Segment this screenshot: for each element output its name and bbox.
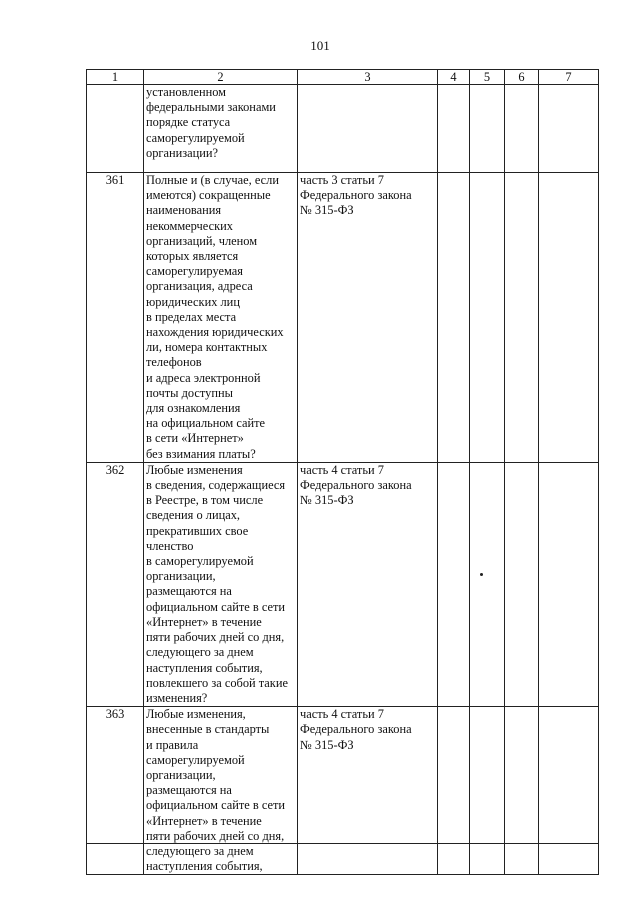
requirement-line: официальном сайте в сети bbox=[146, 798, 286, 813]
requirement-line: повлекшего за собой такие bbox=[146, 675, 288, 690]
empty-cell-col-5 bbox=[470, 85, 505, 173]
requirement-line: саморегулируемой bbox=[146, 752, 245, 767]
row-number: 361 bbox=[87, 173, 144, 463]
page-number: 101 bbox=[310, 38, 330, 53]
requirement-line: организации, bbox=[146, 767, 216, 782]
empty-cell-col-5 bbox=[470, 173, 505, 463]
requirement-line: которых является bbox=[146, 249, 239, 264]
requirement-line: в пределах места bbox=[146, 309, 237, 324]
stray-mark bbox=[480, 573, 483, 576]
requirement-line: без взимания платы? bbox=[146, 446, 256, 461]
requirement-line: наименования bbox=[146, 203, 222, 218]
requirement-text bbox=[144, 707, 298, 875]
reference-line: № 315-ФЗ bbox=[300, 737, 354, 752]
column-header: 6 bbox=[505, 70, 539, 85]
requirement-line: в сети «Интернет» bbox=[146, 431, 244, 446]
requirement-line: Любые изменения bbox=[146, 462, 243, 477]
empty-cell-col-7 bbox=[539, 85, 599, 173]
column-header: 2 bbox=[144, 70, 298, 85]
requirement-line: и правила bbox=[146, 737, 199, 752]
requirement-line: в Реестре, в том числе bbox=[146, 493, 264, 508]
reference-line: Федерального закона bbox=[300, 722, 412, 737]
reference-line: № 315-ФЗ bbox=[300, 493, 354, 508]
empty-cell-col-7 bbox=[539, 173, 599, 463]
row-number: 363 bbox=[87, 707, 144, 875]
requirement-line: размещаются на bbox=[146, 584, 232, 599]
empty-cell-col-4 bbox=[438, 707, 470, 875]
empty-cell-col-4 bbox=[438, 173, 470, 463]
requirement-line: на официальном сайте bbox=[146, 416, 266, 431]
requirement-line: и адреса электронной bbox=[146, 370, 261, 385]
empty-cell-col-6 bbox=[505, 85, 539, 173]
requirement-line: имеются) сокращенные bbox=[146, 188, 271, 203]
reference-line: часть 3 статьи 7 bbox=[300, 173, 384, 187]
legal-reference bbox=[298, 462, 438, 706]
empty-cell-col-5 bbox=[470, 707, 505, 875]
requirement-line: внесенные в стандарты bbox=[146, 722, 270, 737]
legal-reference bbox=[298, 85, 438, 173]
row-number: 362 bbox=[87, 462, 144, 706]
requirement-line: организаций, членом bbox=[146, 233, 258, 248]
reference-line: Федерального закона bbox=[300, 478, 412, 493]
requirement-text bbox=[144, 173, 298, 463]
empty-cell-col-4 bbox=[438, 85, 470, 173]
requirement-line: изменения? bbox=[146, 690, 208, 705]
legal-reference bbox=[298, 707, 438, 875]
reference-line: № 315-ФЗ bbox=[300, 203, 354, 218]
empty-cell-col-6 bbox=[505, 707, 539, 875]
requirement-line: нахождения юридических bbox=[146, 325, 284, 340]
empty-cell-col-4 bbox=[438, 462, 470, 706]
empty-cell-col-6 bbox=[505, 462, 539, 706]
table-row bbox=[87, 173, 599, 463]
requirement-line: юридических лиц bbox=[146, 294, 240, 309]
empty-cell-col-7 bbox=[539, 707, 599, 875]
requirement-line: организация, адреса bbox=[146, 279, 253, 294]
reference-line: часть 4 статьи 7 bbox=[300, 707, 384, 722]
requirement-line: прекративших свое bbox=[146, 523, 249, 538]
column-header: 5 bbox=[470, 70, 505, 85]
column-header: 7 bbox=[539, 70, 599, 85]
document-table bbox=[86, 69, 599, 875]
column-header: 1 bbox=[87, 70, 144, 85]
requirement-line: некоммерческих bbox=[146, 218, 233, 233]
requirement-line: сведения о лицах, bbox=[146, 508, 241, 523]
column-header: 3 bbox=[298, 70, 438, 85]
requirement-line: «Интернет» в течение bbox=[146, 813, 262, 828]
requirement-line: телефонов bbox=[146, 355, 202, 370]
table-bottom-rule bbox=[86, 843, 598, 844]
table-row bbox=[87, 462, 599, 706]
requirement-line: в саморегулируемой bbox=[146, 554, 254, 569]
requirement-text bbox=[144, 462, 298, 706]
requirement-line: почты доступны bbox=[146, 385, 233, 400]
empty-cell-col-7 bbox=[539, 462, 599, 706]
requirement-line: федеральными законами bbox=[146, 100, 276, 115]
row-number bbox=[87, 85, 144, 173]
requirement-line: членство bbox=[146, 538, 194, 553]
reference-line: часть 4 статьи 7 bbox=[300, 462, 384, 477]
requirement-line: наступления события, bbox=[146, 660, 263, 675]
table-row bbox=[87, 85, 599, 173]
table-row bbox=[87, 707, 599, 875]
table-header-row bbox=[87, 70, 599, 85]
requirement-line: официальном сайте в сети bbox=[146, 599, 286, 614]
requirement-line: саморегулируемая bbox=[146, 264, 243, 279]
requirement-line: пяти рабочих дней со дня, bbox=[146, 630, 285, 645]
reference-line: Федерального закона bbox=[300, 188, 412, 203]
requirement-line: размещаются на bbox=[146, 783, 232, 798]
requirement-line: в сведения, содержащиеся bbox=[146, 478, 286, 493]
empty-cell-col-6 bbox=[505, 173, 539, 463]
requirement-line: установленном bbox=[146, 85, 227, 99]
legal-reference bbox=[298, 173, 438, 463]
empty-cell-col-5 bbox=[470, 462, 505, 706]
requirement-line: «Интернет» в течение bbox=[146, 614, 262, 629]
requirement-line: для ознакомления bbox=[146, 401, 241, 416]
requirement-line: организации, bbox=[146, 569, 216, 584]
requirement-line: Любые изменения, bbox=[146, 707, 246, 722]
requirement-line: наступления события, bbox=[146, 859, 263, 874]
requirement-line: пяти рабочих дней со дня, bbox=[146, 828, 285, 843]
requirement-line: следующего за днем bbox=[146, 645, 254, 660]
requirement-text bbox=[144, 85, 298, 173]
requirement-line: порядке статуса bbox=[146, 115, 231, 130]
requirement-line: Полные и (в случае, если bbox=[146, 173, 279, 187]
requirement-line: саморегулируемой bbox=[146, 130, 245, 145]
requirement-line: ли, номера контактных bbox=[146, 340, 268, 355]
table-body bbox=[87, 85, 599, 875]
column-header: 4 bbox=[438, 70, 470, 85]
requirement-line: следующего за днем bbox=[146, 843, 254, 858]
requirement-line: организации? bbox=[146, 145, 219, 160]
